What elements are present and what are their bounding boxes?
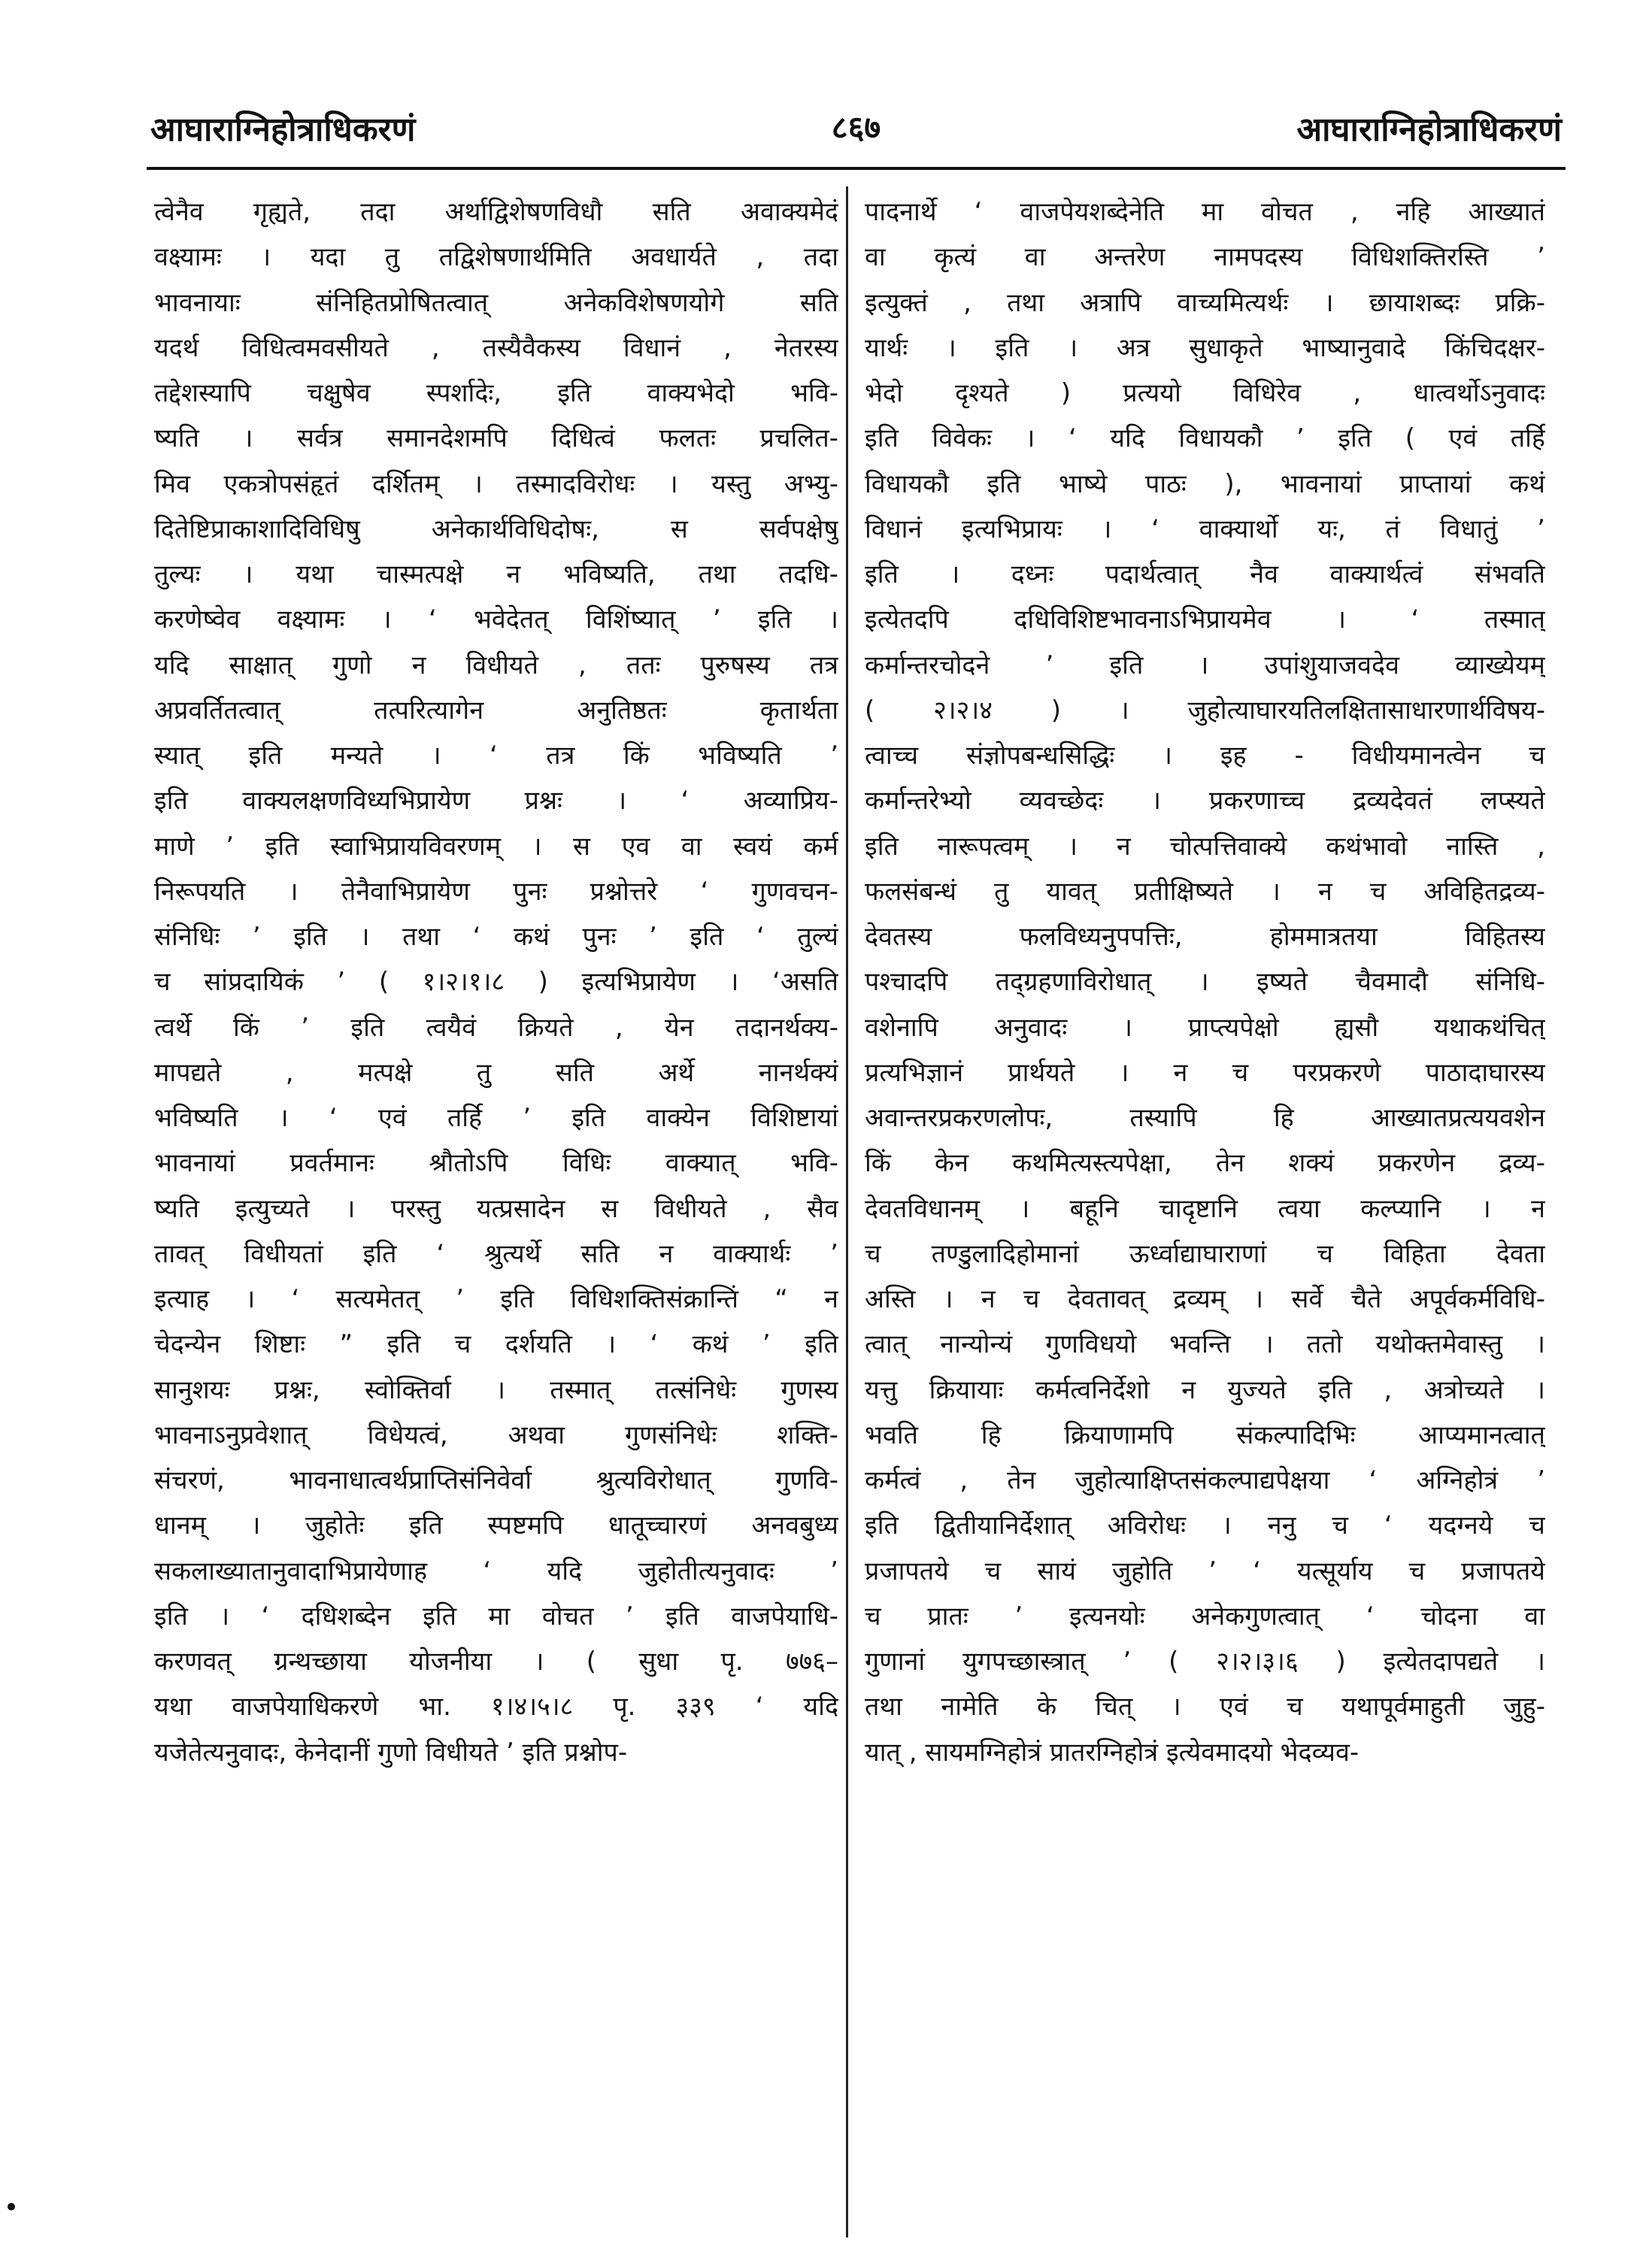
text-line: गुणानां युगपच्छास्त्रात् ’ ( २।२।३।६ ) इत्येतदापद्यते । [865, 1647, 1545, 1677]
text-line: धानम् । जुहोतेः इति स्पष्टमपि धातूच्चारणं अनवबुध्य [154, 1510, 838, 1541]
text-line: ( २।२।४ ) । जुहोत्याघारयतिलक्षितासाधारणार्थविषय- [865, 695, 1545, 726]
text-line: इति । दध्नः पदार्थत्वात् नैव वाक्यार्थत्वं संभवति [865, 559, 1545, 589]
text-line: इति नारूपत्वम् । न चोत्पत्तिवाक्ये कथंभावो नास्ति , [865, 831, 1545, 862]
text-line: भावनाऽनुप्रवेशात् विधेयत्वं, अथवा गुणसंनिधेः शक्ति- [154, 1419, 838, 1450]
text-line: भावनायां प्रवर्तमानः श्रौतोऽपि विधिः वाक्यात् भवि- [154, 1148, 838, 1179]
text-line: फलसंबन्धं तु यावत् प्रतीक्षिष्यते । न च अविहितद्रव्य- [865, 876, 1545, 907]
text-line: प्रजापतये च सायं जुहोति ’ ‘ यत्सूर्याय च प्रजापतये [865, 1556, 1545, 1586]
text-line: संचरणं, भावनाधात्वर्थप्राप्तिसंनिवेर्वा श्रुत्यविरोधात् गुणवि- [154, 1465, 838, 1495]
text-line: तावत् विधीयतां इति ‘ श्रुत्यर्थे सति न वाक्यार्थः ’ [154, 1238, 838, 1269]
text-line: तथा नामेति के चित् । एवं च यथापूर्वमाहुती जुहु- [865, 1692, 1545, 1722]
text-line: स्यात् इति मन्यते । ‘ तत्र किं भविष्यति ’ [154, 741, 838, 771]
text-line: यत्तु क्रियायाः कर्मत्वनिर्देशो न युज्यते इति , अत्रोच्यते । [865, 1374, 1545, 1405]
text-line: तुल्यः । यथा चास्मत्पक्षे न भविष्यति, तथा तदधि- [154, 559, 838, 589]
text-line: यात् , सायमग्निहोत्रं प्रातरग्निहोत्रं इत्येवमादयो भेदव्यव- [865, 1737, 1359, 1768]
text-line: सकलाख्यातानुवादाभिप्रायेणाह ‘ यदि जुहोतीत्यनुवादः ’ [154, 1556, 838, 1586]
text-line: कर्मत्वं , तेन जुहोत्याक्षिप्तसंकल्पाद्यपेक्षया ‘ अग्निहोत्रं ’ [865, 1465, 1545, 1495]
text-line: अप्रवर्तितत्वात् तत्परित्यागेन अनुतिष्ठतः कृतार्थता [154, 695, 838, 726]
text-line: भविष्यति । ‘ एवं तर्हि ’ इति वाक्येन विशिष्टायां [154, 1103, 838, 1133]
margin-dot [8, 2203, 15, 2210]
text-line: वा कृत्यं वा अन्तरेण नामपदस्य विधिशक्तिरस्ति ’ [865, 242, 1545, 273]
text-line: देवतविधानम् । बहूनि चादृष्टानि त्वया कल्प्यानि । न [865, 1193, 1545, 1224]
text-line: करणेष्वेव वक्ष्यामः । ‘ भवेदेतत् विशिंष्यात् ’ इति । [154, 604, 838, 635]
page-number: ८६७ [831, 109, 881, 146]
text-line: च प्रातः ’ इत्यनयोः अनेकगुणत्वात् ‘ चोदना वा [865, 1601, 1545, 1632]
text-line: चेदन्येन शिष्टाः ” इति च दर्शयति । ‘ कथं ’ इति [154, 1329, 838, 1360]
text-line: अवान्तरप्रकरणलोपः, तस्यापि हि आख्यातप्रत्ययवशेन [865, 1103, 1545, 1133]
text-line: निरूपयति । तेनैवाभिप्रायेण पुनः प्रश्नोत्तरे ‘ गुणवचन- [154, 876, 838, 907]
text-line: त्वर्थे किं ’ इति त्वयैवं क्रियते , येन तदानर्थक्य- [154, 1012, 838, 1043]
text-line: भवति हि क्रियाणामपि संकल्पादिभिः आप्यमानत्वात् [865, 1419, 1545, 1450]
text-line: इत्येतदपि दधिविशिष्टभावनाऽभिप्रायमेव । ‘ तस्मात् [865, 604, 1545, 635]
running-title-left: आघाराग्निहोत्राधिकरणं [150, 111, 416, 149]
text-line: माणे ’ इति स्वाभिप्रायविवरणम् । स एव वा स्वयं कर्म [154, 831, 838, 862]
text-line: वशेनापि अनुवादः । प्राप्त्यपेक्षो ह्यसौ यथाकथंचित् [865, 1012, 1545, 1043]
text-line: इत्युक्तं , तथा अत्रापि वाच्यमित्यर्थः । छायाशब्दः प्रक्रि- [865, 287, 1545, 318]
text-line: पादनार्थे ‘ वाजपेयशब्देनेति मा वोचत , नहि आख्यातं [865, 197, 1545, 227]
text-line: वक्ष्यामः । यदा तु तद्विशेषणार्थमिति अवधार्यते , तदा [154, 242, 838, 273]
right-column [865, 189, 1545, 2242]
text-line: भावनायाः संनिहितप्रोषितत्वात् अनेकविशेषणयोगे सति [154, 287, 838, 318]
text-line: यार्थः । इति । अत्र सुधाकृते भाष्यानुवादे किंचिदक्षर- [865, 332, 1545, 363]
header-rule [147, 167, 1566, 170]
text-line: मिव एकत्रोपसंहृतं दर्शितम् । तस्मादविरोधः । यस्तु अभ्यु- [154, 468, 838, 499]
text-line: संनिधिः ’ इति । तथा ‘ कथं पुनः ’ इति ‘ तुल्यं [154, 922, 838, 952]
text-line: त्वेनैव गृह्यते, तदा अर्थाद्विशेषणविधौ सति अवाक्यमेदं [154, 197, 838, 227]
text-line: विधायकौ इति भाष्ये पाठः ), भावनायां प्राप्तायां कथं [865, 468, 1545, 499]
running-title-right: आघाराग्निहोत्राधिकरणं [1296, 111, 1562, 149]
text-line: इत्याह । ‘ सत्यमेतत् ’ इति विधिशक्तिसंक्रान्तिं “ न [154, 1284, 838, 1314]
text-line: यथा वाजपेयाधिकरणे भा. १।४।५।८ पृ. ३३९ ‘ यदि [154, 1692, 838, 1722]
text-line: कर्मान्तरचोदने ’ इति । उपांशुयाजवदेव व्याख्येयम् [865, 650, 1545, 680]
text-line: अस्ति । न च देवतावत् द्रव्यम् । सर्वे चैते अपूर्वकर्मविधि- [865, 1284, 1545, 1314]
text-line: दितेष्टिप्राकाशादिविधिषु अनेकार्थविधिदोषः, स सर्वपक्षेषु [154, 514, 838, 544]
text-line: सानुशयः प्रश्नः, स्वोक्तिर्वा । तस्मात् तत्संनिधेः गुणस्य [154, 1374, 838, 1405]
text-line: करणवत् ग्रन्थच्छाया योजनीया । ( सुधा पृ. ७७६– [154, 1647, 838, 1677]
text-line: देवतस्य फलविध्यनुपपत्तिः, होममात्रतया विहितस्य [865, 922, 1545, 952]
text-line: विधानं इत्यभिप्रायः । ‘ वाक्यार्थो यः, तं विधातुं ’ [865, 514, 1545, 544]
text-line: यजेतेत्यनुवादः, केनेदानीं गुणो विधीयते ’ इति प्रश्नोप- [154, 1737, 628, 1768]
text-line: मापद्यते , मत्पक्षे तु सति अर्थे नानर्थक्यं [154, 1057, 838, 1088]
left-column [154, 189, 838, 2242]
text-line: यदर्थ विधित्वमवसीयते , तस्यैवैकस्य विधानं , नेतरस्य [154, 332, 838, 363]
text-line: च तण्डुलादिहोमानां ऊर्ध्वाद्याघाराणां च विहिता देवता [865, 1238, 1545, 1269]
text-line: ष्यति इत्युच्यते । परस्तु यत्प्रसादेन स विधीयते , सैव [154, 1193, 838, 1224]
text-line: ष्यति । सर्वत्र समानदेशमपि दिधित्वं फलतः प्रचलित- [154, 423, 838, 454]
text-line: त्वाच्च संज्ञोपबन्धसिद्धिः । इह - विधीयमानत्वेन च [865, 741, 1545, 771]
page-header [150, 105, 1562, 158]
text-line: च सांप्रदायिकं ’ ( १।२।१।८ ) इत्यभिप्रायेण । ‘असति [154, 967, 838, 998]
column-divider [846, 186, 848, 2237]
text-line: इति । ‘ दधिशब्देन इति मा वोचत ’ इति वाजपेयाधि- [154, 1601, 838, 1632]
text-line: तद्देशस्यापि चक्षुषेव स्पर्शादेः, इति वाक्यभेदो भवि- [154, 378, 838, 408]
text-line: इति विवेकः । ‘ यदि विधायकौ ’ इति ( एवं तर्हि [865, 423, 1545, 454]
text-line: भेदो दृश्यते ) प्रत्ययो विधिरेव , धात्वर्थोऽनुवादः [865, 378, 1545, 408]
text-line: यदि साक्षात् गुणो न विधीयते , ततः पुरुषस्य तत्र [154, 650, 838, 680]
text-line: पश्चादपि तद्ग्रहणाविरोधात् । इष्यते चैवमादौ संनिधि- [865, 967, 1545, 998]
text-line: त्वात् नान्योन्यं गुणविधयो भवन्ति । ततो यथोक्तमेवास्तु । [865, 1329, 1545, 1360]
text-line: इति द्वितीयानिर्देशात् अविरोधः । ननु च ‘ यदग्नये च [865, 1510, 1545, 1541]
text-line: इति वाक्यलक्षणविध्यभिप्रायेण प्रश्नः । ‘ अव्याप्रिय- [154, 786, 838, 817]
text-line: कर्मान्तरेभ्यो व्यवच्छेदः । प्रकरणाच्च द्रव्यदेवतं लप्स्यते [865, 786, 1545, 817]
text-line: प्रत्यभिज्ञानं प्रार्थयते । न च परप्रकरणे पाठादाघारस्य [865, 1057, 1545, 1088]
text-line: किं केन कथमित्यस्त्यपेक्षा, तेन शक्यं प्रकरणेन द्रव्य- [865, 1148, 1545, 1179]
